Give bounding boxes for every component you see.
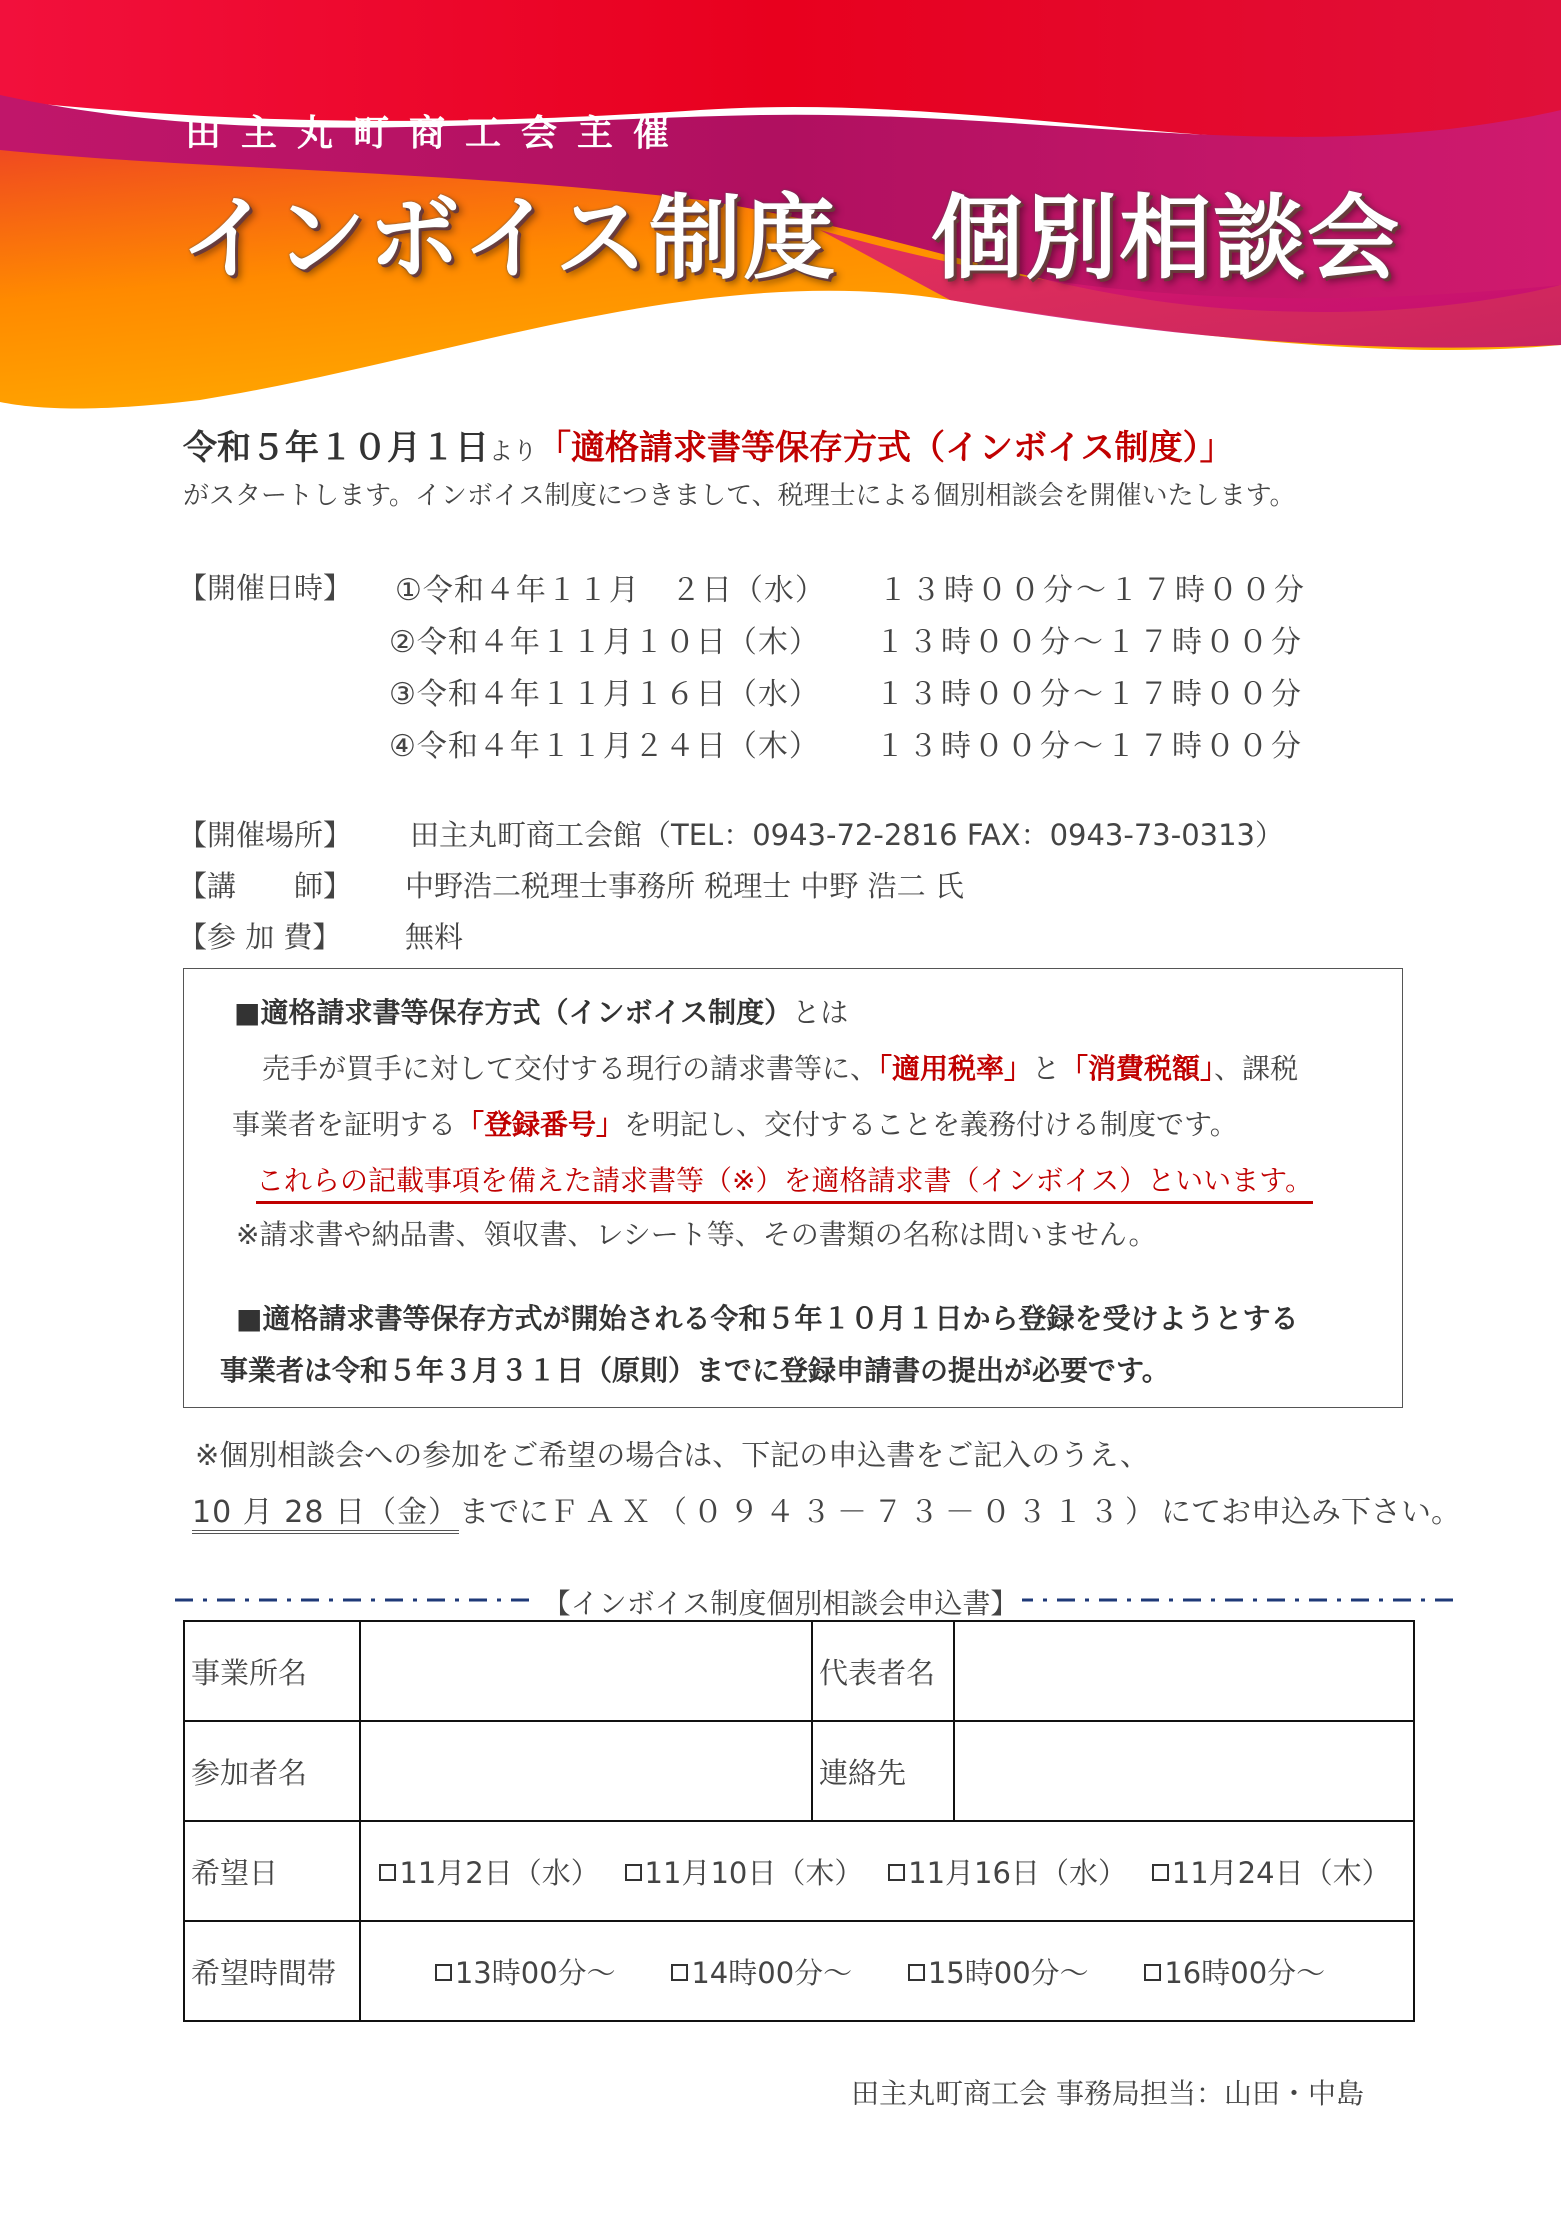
contact-label: 連絡先 <box>812 1721 954 1821</box>
explanation-heading <box>234 991 848 1031</box>
page-title: インボイス制度 個別相談会 <box>180 185 1402 292</box>
apply-deadline: 10 月 28 日（金） <box>192 1495 459 1534</box>
apply-suffix: にてお申込み下さい。 <box>1160 1495 1461 1530</box>
representative-field[interactable] <box>954 1621 1414 1721</box>
form-row <box>184 1921 1414 2021</box>
intro-start-date: 令和５年１０月１日 <box>183 428 489 468</box>
explanation-text: 売手が買手に対して交付する現行の請求書等に、 <box>262 1052 879 1085</box>
time-option-3[interactable] <box>908 1951 1089 1992</box>
fee-label: 【参 加 費】 <box>178 920 342 954</box>
intro-system-name: 「適格請求書等保存方式（インボイス制度）」 <box>537 428 1234 468</box>
date-option-4[interactable] <box>1152 1851 1391 1892</box>
checkbox-icon[interactable] <box>379 1864 396 1881</box>
explanation-line-1 <box>262 1047 1298 1087</box>
explanation-line-2 <box>232 1103 1238 1143</box>
business-name-field[interactable] <box>360 1621 812 1721</box>
explanation-to: と <box>1032 1052 1061 1085</box>
tax-rate-term: 「適用税率」 <box>878 1052 1033 1085</box>
date-option-label: 11月24日（木） <box>1171 1855 1391 1890</box>
schedule-time-3: １３時００分～１７時００分 <box>875 677 1304 712</box>
registration-deadline-note-1: ■適格請求書等保存方式が開始される令和５年１０月１日から登録を受けようとする <box>236 1302 1299 1335</box>
participant-field[interactable] <box>360 1721 812 1821</box>
intro-line-2: がスタートします。インボイス制度につきまして、税理士による個別相談会を開催いたします。 <box>183 481 1296 511</box>
schedule-label: 【開催日時】 <box>178 571 353 605</box>
venue-value: 田主丸町商工会館（TEL：0943-72-2816 FAX：0943-73-0313） <box>410 818 1285 852</box>
footer-contact: 田主丸町商工会 事務局担当：山田・中島 <box>851 2077 1364 2110</box>
lecturer-value: 中野浩二税理士事務所 税理士 中野 浩二 氏 <box>405 869 964 903</box>
form-title-text: 【インボイス制度個別相談会申込書】 <box>539 1587 1023 1620</box>
form-row <box>184 1621 1414 1721</box>
participant-label: 参加者名 <box>184 1721 360 1821</box>
explanation-heading-title: ■適格請求書等保存方式（インボイス制度） <box>234 996 793 1029</box>
lecturer-label: 【講 師】 <box>178 869 353 903</box>
date-option-label: 11月10日（木） <box>644 1855 864 1890</box>
form-title <box>0 1582 1561 1622</box>
preferred-date-options <box>360 1821 1414 1921</box>
preferred-time-label: 希望時間帯 <box>184 1921 360 2021</box>
tax-amount-term: 「消費税額」 <box>1060 1052 1215 1085</box>
application-form <box>183 1620 1415 2022</box>
organizer-label: 田主丸町商工会主催 <box>185 113 690 154</box>
preferred-time-options <box>360 1921 1414 2021</box>
explanation-text: を明記し、交付することを義務付ける制度です。 <box>624 1108 1238 1141</box>
time-option-4[interactable] <box>1144 1951 1325 1992</box>
date-option-2[interactable] <box>625 1851 864 1892</box>
time-option-label: 13時00分～ <box>454 1955 616 1990</box>
checkbox-icon[interactable] <box>1144 1964 1161 1981</box>
checkbox-icon[interactable] <box>625 1864 642 1881</box>
intro-yori: より <box>489 437 537 465</box>
explanation-text: 事業者を証明する <box>232 1108 457 1141</box>
intro-line-1 <box>183 420 1234 469</box>
checkbox-icon[interactable] <box>435 1964 452 1981</box>
checkbox-icon[interactable] <box>888 1864 905 1881</box>
registration-number-term: 「登録番号」 <box>456 1108 625 1141</box>
schedule-time-2: １３時００分～１７時００分 <box>875 625 1304 660</box>
time-option-label: 16時00分～ <box>1164 1955 1326 1990</box>
explanation-heading-suffix: とは <box>792 996 849 1029</box>
invoice-definition-highlight: これらの記載事項を備えた請求書等（※）を適格請求書（インボイス）といいます。 <box>256 1164 1313 1204</box>
time-option-label: 15時00分～ <box>927 1955 1089 1990</box>
time-option-2[interactable] <box>671 1951 852 1992</box>
schedule-time-1: １３時００分～１７時００分 <box>878 573 1307 608</box>
registration-deadline-note-2: 事業者は令和５年３月３１日（原則）までに登録申請書の提出が必要です。 <box>220 1354 1170 1387</box>
business-name-label: 事業所名 <box>184 1621 360 1721</box>
preferred-date-label: 希望日 <box>184 1821 360 1921</box>
fee-value: 無料 <box>405 920 464 954</box>
date-option-label: 11月16日（水） <box>908 1855 1127 1890</box>
venue-label: 【開催場所】 <box>178 818 353 852</box>
schedule-date-3: ③令和４年１１月１６日（水） <box>389 677 820 712</box>
date-option-1[interactable] <box>379 1851 599 1892</box>
explanation-note: ※請求書や納品書、領収書、レシート等、その書類の名称は問いません。 <box>236 1218 1157 1251</box>
apply-instruction-2 <box>192 1487 1461 1531</box>
schedule-date-2: ②令和４年１１月１０日（木） <box>389 625 820 660</box>
form-row <box>184 1821 1414 1921</box>
apply-instruction-1: ※個別相談会への参加をご希望の場合は、下記の申込書をご記入のうえ、 <box>195 1438 1150 1472</box>
schedule-date-4: ④令和４年１１月２４日（木） <box>389 729 820 764</box>
representative-label: 代表者名 <box>812 1621 954 1721</box>
checkbox-icon[interactable] <box>671 1964 688 1981</box>
time-option-1[interactable] <box>435 1951 616 1992</box>
schedule-date-1: ①令和４年１１月 ２日（水） <box>395 573 826 608</box>
date-option-3[interactable] <box>888 1851 1127 1892</box>
explanation-highlight-line <box>256 1159 1313 1199</box>
apply-fax-number: ＦＡＸ（０９４３－７３－０３１３） <box>548 1495 1161 1530</box>
time-option-label: 14時00分～ <box>691 1955 853 1990</box>
explanation-box <box>183 968 1403 1408</box>
schedule-time-4: １３時００分～１７時００分 <box>875 729 1304 764</box>
apply-made: までに <box>458 1495 549 1530</box>
checkbox-icon[interactable] <box>1152 1864 1169 1881</box>
date-option-label: 11月2日（水） <box>399 1855 600 1890</box>
contact-field[interactable] <box>954 1721 1414 1821</box>
explanation-text: 、課税 <box>1214 1052 1299 1085</box>
form-row <box>184 1721 1414 1821</box>
checkbox-icon[interactable] <box>908 1964 925 1981</box>
